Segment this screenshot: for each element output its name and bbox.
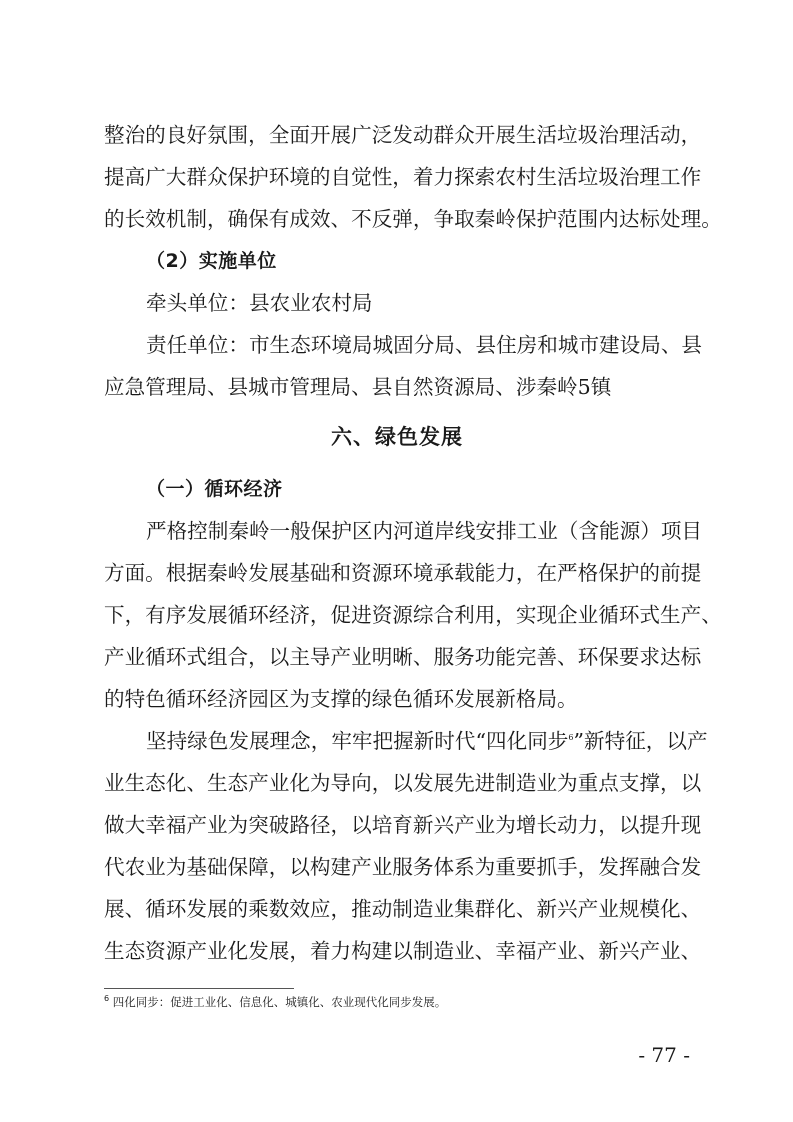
footnote-text: 四化同步：促进工业化、信息化、城镇化、农业现代化同步发展。 bbox=[109, 995, 447, 1009]
body-text-line: 整治的良好氛围，全面开展广泛发动群众开展生活垃圾治理活动， bbox=[104, 123, 702, 147]
body-text-line: 牵头单位：县农业农村局 bbox=[146, 291, 373, 315]
body-text-line: 展、循环发展的乘数效应，推动制造业集群化、新兴产业规模化、 bbox=[104, 897, 702, 921]
body-text-line: 的特色循环经济园区为支撑的绿色循环发展新格局。 bbox=[104, 687, 578, 711]
body-text-line: 提高广大群众保护环境的自觉性，着力探索农村生活垃圾治理工作 bbox=[104, 165, 702, 189]
body-text-line: 的长效机制，确保有成效、不反弹，争取秦岭保护范围内达标处理。 bbox=[104, 207, 722, 231]
body-text-line: 产业循环式组合，以主导产业明晰、服务功能完善、环保要求达标 bbox=[104, 645, 702, 669]
body-text-line: 方面。根据秦岭发展基础和资源环境承载能力，在严格保护的前提 bbox=[104, 561, 702, 585]
text-segment: 坚持绿色发展理念，牢牢把握新时代“四化同步 bbox=[146, 729, 569, 753]
body-text-line: 做大幸福产业为突破路径，以培育新兴产业为增长动力，以提升现 bbox=[104, 813, 702, 837]
footnote bbox=[104, 994, 446, 1010]
subsection-heading: （一）循环经济 bbox=[146, 478, 283, 500]
text-segment: ”新特征，以产 bbox=[573, 729, 708, 753]
footnote-separator bbox=[104, 988, 294, 989]
footnote-marker: 6 bbox=[104, 994, 110, 1004]
body-text-line: 代农业为基础保障，以构建产业服务体系为重要抓手，发挥融合发 bbox=[104, 855, 702, 879]
body-text-line: 生态资源产业化发展，着力构建以制造业、幸福产业、新兴产业、 bbox=[104, 939, 702, 963]
page-number: - 77 - bbox=[638, 1043, 690, 1067]
body-text-line: 应急管理局、县城市管理局、县自然资源局、涉秦岭5镇 bbox=[104, 375, 612, 399]
body-text-line: 严格控制秦岭一般保护区内河道岸线安排工业（含能源）项目 bbox=[146, 519, 703, 543]
subsection-heading: （2）实施单位 bbox=[146, 250, 277, 272]
body-text-line: 责任单位：市生态环境局城固分局、县住房和城市建设局、县 bbox=[146, 333, 703, 357]
footnote-reference: 6 bbox=[568, 733, 574, 743]
body-text-line: 业生态化、生态产业化为导向，以发展先进制造业为重点支撑，以 bbox=[104, 771, 702, 795]
section-title: 六、绿色发展 bbox=[331, 425, 463, 449]
body-text-line: 下，有序发展循环经济，促进资源综合利用，实现企业循环式生产、 bbox=[104, 603, 722, 627]
body-text-line bbox=[146, 718, 708, 764]
